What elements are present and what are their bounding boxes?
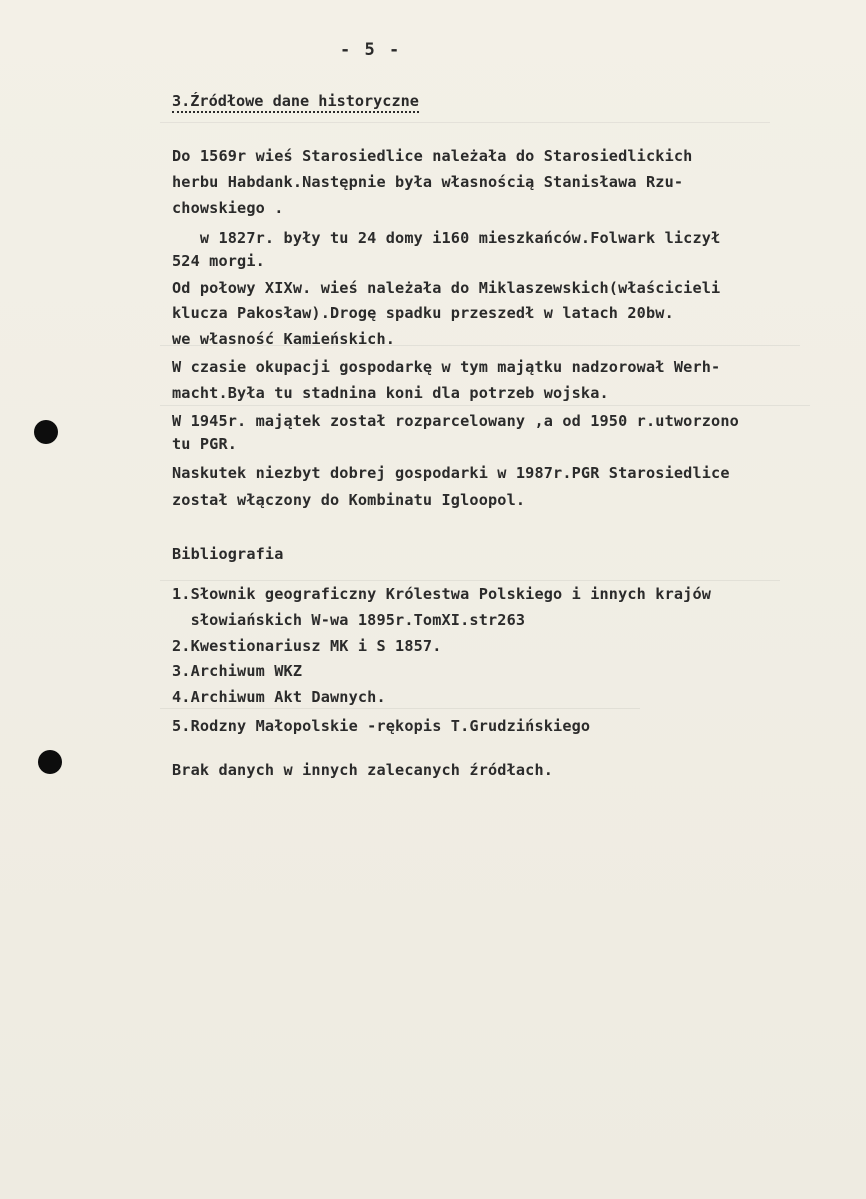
- body-line: herbu Habdank.Następnie była własnością Stanisława Rzu-: [172, 173, 684, 191]
- body-line: tu PGR.: [172, 435, 238, 453]
- bibliography-item: 3.Archiwum WKZ: [172, 662, 303, 680]
- body-line: we własność Kamieńskich.: [172, 330, 396, 348]
- ghost-rule: [160, 708, 640, 709]
- ghost-rule: [160, 122, 770, 123]
- bibliography-title: Bibliografia: [172, 545, 284, 563]
- body-line: chowskiego .: [172, 199, 284, 217]
- body-line: Do 1569r wieś Starosiedlice należała do Starosiedlickich: [172, 147, 693, 165]
- body-line: w 1827r. były tu 24 domy i160 mieszkańców.Folwark liczył: [172, 229, 721, 247]
- bibliography-item: słowiańskich W-wa 1895r.TomXI.str263: [172, 611, 526, 629]
- body-line: W czasie okupacji gospodarkę w tym majątku nadzorował Werh-: [172, 358, 721, 376]
- punch-hole: [38, 750, 62, 774]
- body-line: W 1945r. majątek został rozparcelowany ,a od 1950 r.utworzono: [172, 412, 739, 430]
- bibliography-item: 2.Kwestionariusz MK i S 1857.: [172, 637, 442, 655]
- body-line: został włączony do Kombinatu Igloopol.: [172, 491, 526, 509]
- page-number: - 5 -: [340, 40, 402, 60]
- body-line: Naskutek niezbyt dobrej gospodarki w 1987r.PGR Starosiedlice: [172, 464, 730, 482]
- body-line: macht.Była tu stadnina koni dla potrzeb wojska.: [172, 384, 609, 402]
- body-line: 524 morgi.: [172, 252, 265, 270]
- ghost-rule: [160, 580, 780, 581]
- body-line: Od połowy XIXw. wieś należała do Miklaszewskich(właścicieli: [172, 279, 721, 297]
- punch-hole: [34, 420, 58, 444]
- closing-note: Brak danych w innych zalecanych źródłach.: [172, 761, 554, 779]
- bibliography-item: 4.Archiwum Akt Dawnych.: [172, 688, 386, 706]
- bibliography-item: 1.Słownik geograficzny Królestwa Polskiego i innych krajów: [172, 585, 712, 603]
- section-heading: 3.Źródłowe dane historyczne: [172, 92, 419, 113]
- ghost-rule: [160, 405, 810, 406]
- body-line: klucza Pakosław).Drogę spadku przeszedł w latach 20bw.: [172, 304, 674, 322]
- bibliography-item: 5.Rodzny Małopolskie -rękopis T.Grudzińskiego: [172, 717, 591, 735]
